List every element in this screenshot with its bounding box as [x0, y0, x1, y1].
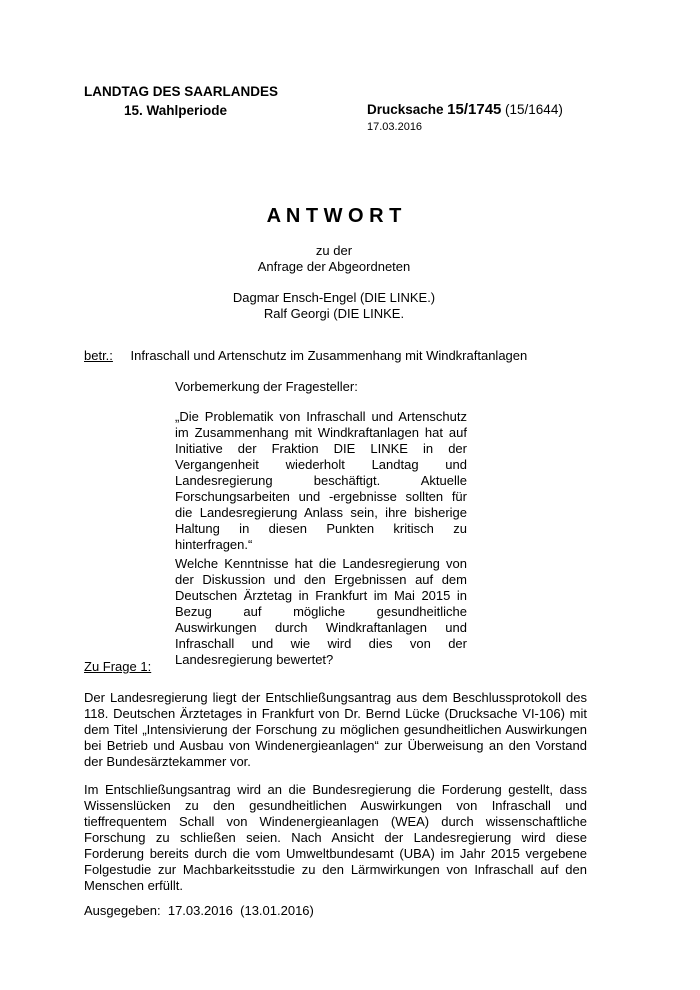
- drucksache-ref: (15/1644): [505, 102, 563, 117]
- legislative-period: 15. Wahlperiode: [124, 103, 228, 118]
- member-1: Dagmar Ensch-Engel (DIE LINKE.): [232, 290, 436, 305]
- issued-date: Ausgegeben: 17.03.2016 (13.01.2016): [84, 903, 314, 918]
- preliminary-heading: Vorbemerkung der Fragesteller:: [175, 379, 358, 394]
- title-line-2: Anfrage der Abgeordneten: [257, 259, 411, 274]
- drucksache-line: [367, 101, 563, 118]
- answer-paragraph-2: Im Entschließungsantrag wird an die Bundesregierung die Forderung gestellt, dass Wissenslücken zu den gesundheitlichen Auswirkungen von Infraschall und tieffrequentem Schall von Windenergieanlagen (WEA) durch wissenschaftliche Forschung zu schließen seien. Nach Ansicht der Landesregierung wird diese Forderung bereits durch die vom Umweltbundesamt (UBA) im Jahr 2015 vergebene Folgestudie zur Machbarkeitsstudie zu den Lärmwirkungen von Infraschall auf den Menschen erfüllt.: [84, 782, 587, 893]
- subject-line: [84, 348, 527, 363]
- document-date: 17.03.2016: [367, 121, 423, 133]
- subject-text: Infraschall und Artenschutz im Zusammenhang mit Windkraftanlagen: [130, 348, 528, 363]
- member-2: Ralf Georgi (DIE LINKE.: [263, 306, 405, 321]
- subject-label: betr.:: [84, 348, 113, 363]
- preliminary-text: „Die Problematik von Infraschall und Artenschutz im Zusammenhang mit Windkraftanlagen hat auf Initiative der Fraktion DIE LINKE in der Vergangenheit wiederholt Landtag und Landesregierung beschäftigt. Aktuelle Forschungsarbeiten und -ergebnisse sollten für die Landesregierung Anlass sein, ihre bisherige Haltung in diesen Punkten kritisch zu hinterfragen.“: [175, 409, 467, 552]
- answer-paragraph-1: Der Landesregierung liegt der Entschließungsantrag aus dem Beschlussprotokoll des 118. Deutschen Ärztetages in Frankfurt von Dr. Bernd Lücke (Drucksache VI-106) mit dem Titel „Intensivierung der Forschung zu möglichen gesundheitlichen Auswirkungen bei Betrieb und Ausbau von Windenergieanlagen“ zur Überweisung an den Vorstand der Bundesärztekammer vor.: [84, 690, 587, 769]
- drucksache-number: 15/1745: [447, 101, 502, 118]
- title-line-1: zu der: [315, 243, 353, 258]
- drucksache-label: Drucksache: [367, 102, 444, 117]
- parliament-name: LANDTAG DES SAARLANDES: [84, 84, 279, 99]
- answer-heading: Zu Frage 1:: [84, 659, 152, 674]
- question-text: Welche Kenntnisse hat die Landesregierung von der Diskussion und den Ergebnissen auf dem Deutschen Ärztetag in Frankfurt im Mai 2015 in Bezug auf mögliche gesundheitliche Auswirkungen durch Windkraftanlagen und Infraschall und wie wird dies von der Landesregierung bewertet?: [175, 556, 467, 667]
- document-title: A N T W O R T: [266, 205, 402, 227]
